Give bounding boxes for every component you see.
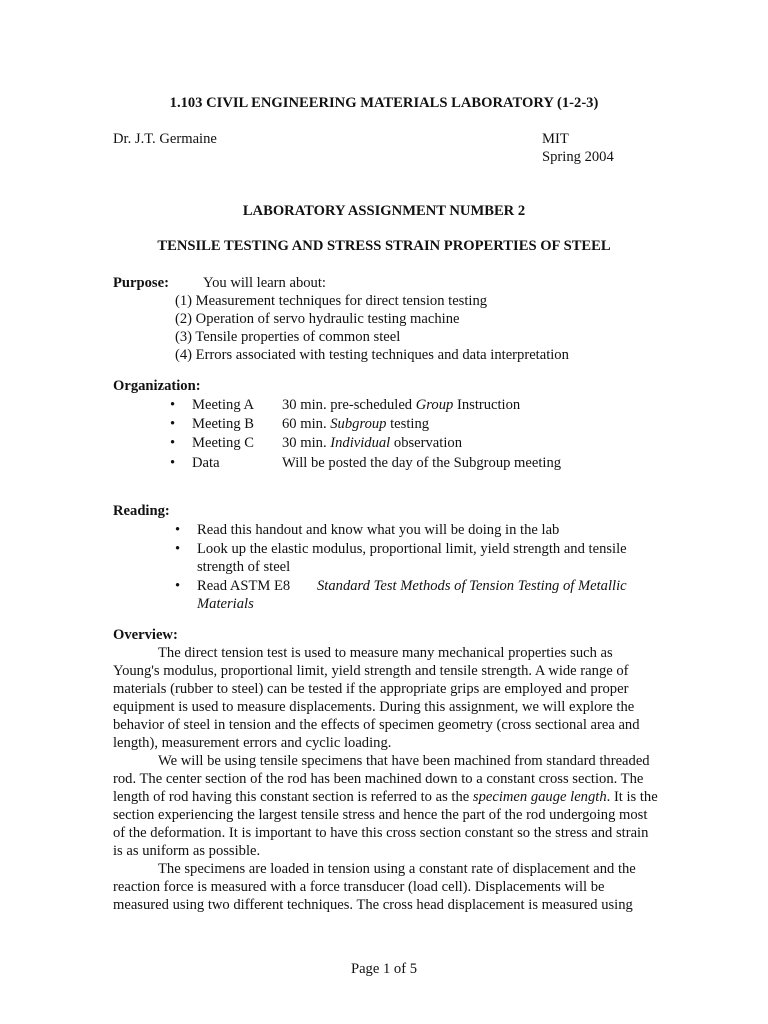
bullet-icon: •	[175, 578, 181, 594]
reading-item: • Read this handout and know what you will be doing in the lab	[175, 522, 560, 538]
document-title: 1.103 CIVIL ENGINEERING MATERIALS LABORATORY (1-2-3)	[169, 95, 599, 111]
bullet-icon: •	[170, 397, 176, 413]
purpose-item: (3) Tensile properties of common steel	[175, 329, 401, 345]
purpose-label: Purpose:	[113, 275, 169, 291]
bullet-icon: •	[175, 522, 181, 538]
meeting-name: Meeting C	[192, 435, 255, 452]
meeting-description: 60 min. Subgroup testing	[282, 416, 430, 433]
assignment-subtitle: TENSILE TESTING AND STRESS STRAIN PROPERTIES OF STEEL	[157, 238, 611, 254]
author-name: Dr. J.T. Germaine	[113, 131, 217, 147]
organization-row	[170, 396, 640, 415]
reading-label: Reading:	[113, 503, 170, 519]
astm-title-cont: Materials	[197, 596, 254, 612]
overview-paragraph: The specimens are loaded in tension using a constant rate of displacement and the reaction force is measured with a force transducer (load cell). Displacements will be measured using two different techniques. The cross head displacement is measured using	[113, 861, 636, 913]
institution: MIT	[542, 131, 569, 147]
reading-list	[175, 521, 655, 614]
overview-label: Overview:	[113, 627, 178, 643]
organization-row	[170, 434, 640, 453]
bullet-icon: •	[170, 454, 176, 471]
organization-row	[170, 415, 640, 434]
purpose-list	[175, 292, 569, 364]
term: Spring 2004	[542, 149, 614, 165]
purpose-lead: You will learn about:	[203, 275, 326, 291]
meeting-description: Will be posted the day of the Subgroup meeting	[282, 454, 562, 471]
meeting-name: Data	[192, 454, 220, 471]
overview-paragraph: The direct tension test is used to measure many mechanical properties such as Young's modulus, proportional limit, yield strength and tensile strength. A wide range of materials (rubber to steel) can be tested if the appropriate grips are employed and proper equipment is used to measure displacements. During this assignment, we will explore the behavior of steel in tension and the effects of specimen geometry (cross sectional area and length), measurement errors and cyclic loading.	[113, 645, 640, 751]
astm-reference: Read ASTM E8	[197, 578, 291, 594]
overview-body	[113, 644, 658, 914]
astm-title: Standard Test Methods of Tension Testing of Metallic	[317, 578, 627, 594]
overview-paragraph: We will be using tensile specimens that have been machined from standard threaded rod. The center section of the rod has been machined down to a constant cross section. The length of rod having this constant section is referred to as the specimen gauge length. It is the section experiencing the largest tensile stress and hence the part of the rod undergoing most of the deformation. It is important to have this cross section constant so the stress and strain is as uniform as possible.	[113, 753, 658, 859]
bullet-icon: •	[170, 435, 176, 452]
meeting-description: 30 min. pre-scheduled Group Instruction	[282, 397, 521, 413]
purpose-item: (1) Measurement techniques for direct tension testing	[175, 293, 488, 309]
bullet-icon: •	[170, 416, 176, 433]
organization-list	[170, 396, 640, 473]
organization-label: Organization:	[113, 378, 201, 394]
meeting-name: Meeting B	[192, 416, 255, 433]
assignment-heading: LABORATORY ASSIGNMENT NUMBER 2	[242, 203, 526, 219]
reading-item: • Look up the elastic modulus, proportional limit, yield strength and tensile strength of steel	[175, 541, 627, 575]
organization-row	[170, 454, 640, 473]
bullet-icon: •	[175, 541, 181, 557]
purpose-item: (4) Errors associated with testing techniques and data interpretation	[175, 347, 569, 363]
purpose-item: (2) Operation of servo hydraulic testing machine	[175, 311, 460, 327]
page-number: Page 1 of 5	[350, 961, 418, 977]
meeting-name: Meeting A	[192, 397, 255, 413]
reading-item-astm	[175, 577, 655, 613]
meeting-description: 30 min. Individual observation	[282, 435, 462, 452]
